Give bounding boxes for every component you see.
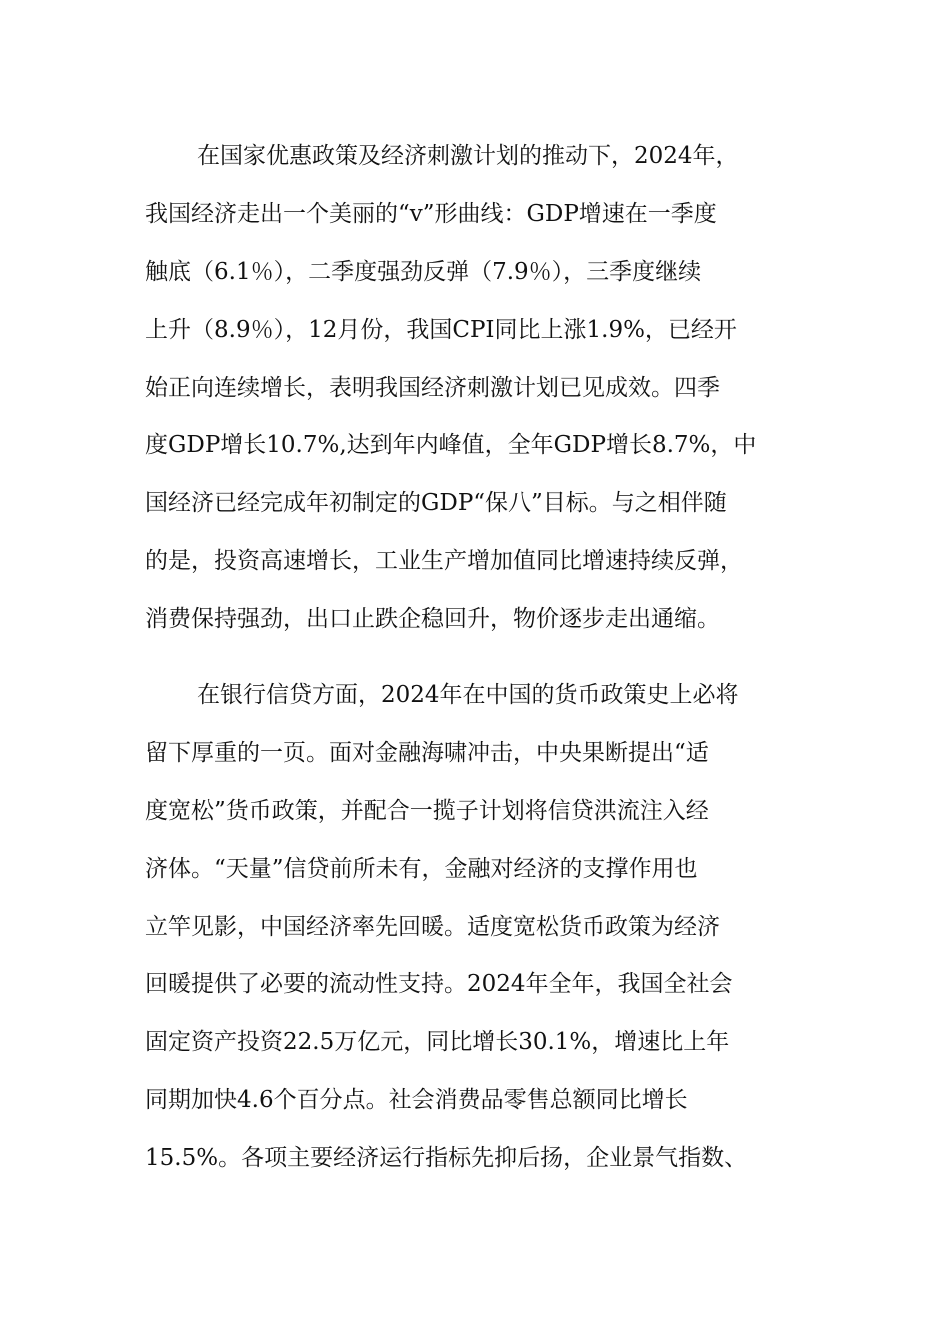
paragraph-line: 国经济已经完成年初制定的GDP“保八”目标。与之相伴随 <box>145 490 727 517</box>
paragraph-line: 固定资产投资22.5万亿元，同比增长30.1%，增速比上年 <box>145 1029 730 1056</box>
paragraph-line: 度GDP增长10.7%,达到年内峰值，全年GDP增长8.7%，中 <box>145 432 757 459</box>
paragraph-line: 我国经济走出一个美丽的“v”形曲线：GDP增速在一季度 <box>145 200 717 227</box>
paragraph-line: 度宽松”货币政策，并配合一揽子计划将信贷洪流注入经 <box>145 797 709 824</box>
paragraph-economic-recovery <box>145 128 810 649</box>
paragraph-line: 消费保持强劲，出口止跌企稳回升，物价逐步走出通缩。 <box>145 606 720 633</box>
paragraph-line: 济体。“天量”信贷前所未有，金融对经济的支撑作用也 <box>145 855 698 882</box>
paragraph-line: 立竿见影，中国经济率先回暖。适度宽松货币政策为经济 <box>145 913 720 940</box>
paragraph-line: 触底（6.1％），二季度强劲反弹（7.9％），三季度继续 <box>145 258 702 285</box>
paragraph-line: 的是，投资高速增长，工业生产增加值同比增速持续反弹， <box>145 548 743 575</box>
paragraph-line: 15.5%。各项主要经济运行指标先抑后扬，企业景气指数、 <box>145 1145 748 1172</box>
paragraph-line: 始正向连续增长，表明我国经济刺激计划已见成效。四季 <box>145 374 720 401</box>
paragraph-line: 在国家优惠政策及经济刺激计划的推动下，2024年， <box>197 143 739 169</box>
paragraph-line: 在银行信贷方面，2024年在中国的货币政策史上必将 <box>197 682 739 708</box>
paragraph-line: 同期加快4.6个百分点。社会消费品零售总额同比增长 <box>145 1087 688 1114</box>
paragraph-line: 回暖提供了必要的流动性支持。2024年全年，我国全社会 <box>145 971 733 998</box>
paragraph-bank-credit <box>145 667 810 1188</box>
paragraph-line: 留下厚重的一页。面对金融海啸冲击，中央果断提出“适 <box>145 739 709 766</box>
paragraph-line: 上升（8.9％），12月份，我国CPI同比上涨1.9%，已经开 <box>145 316 737 343</box>
